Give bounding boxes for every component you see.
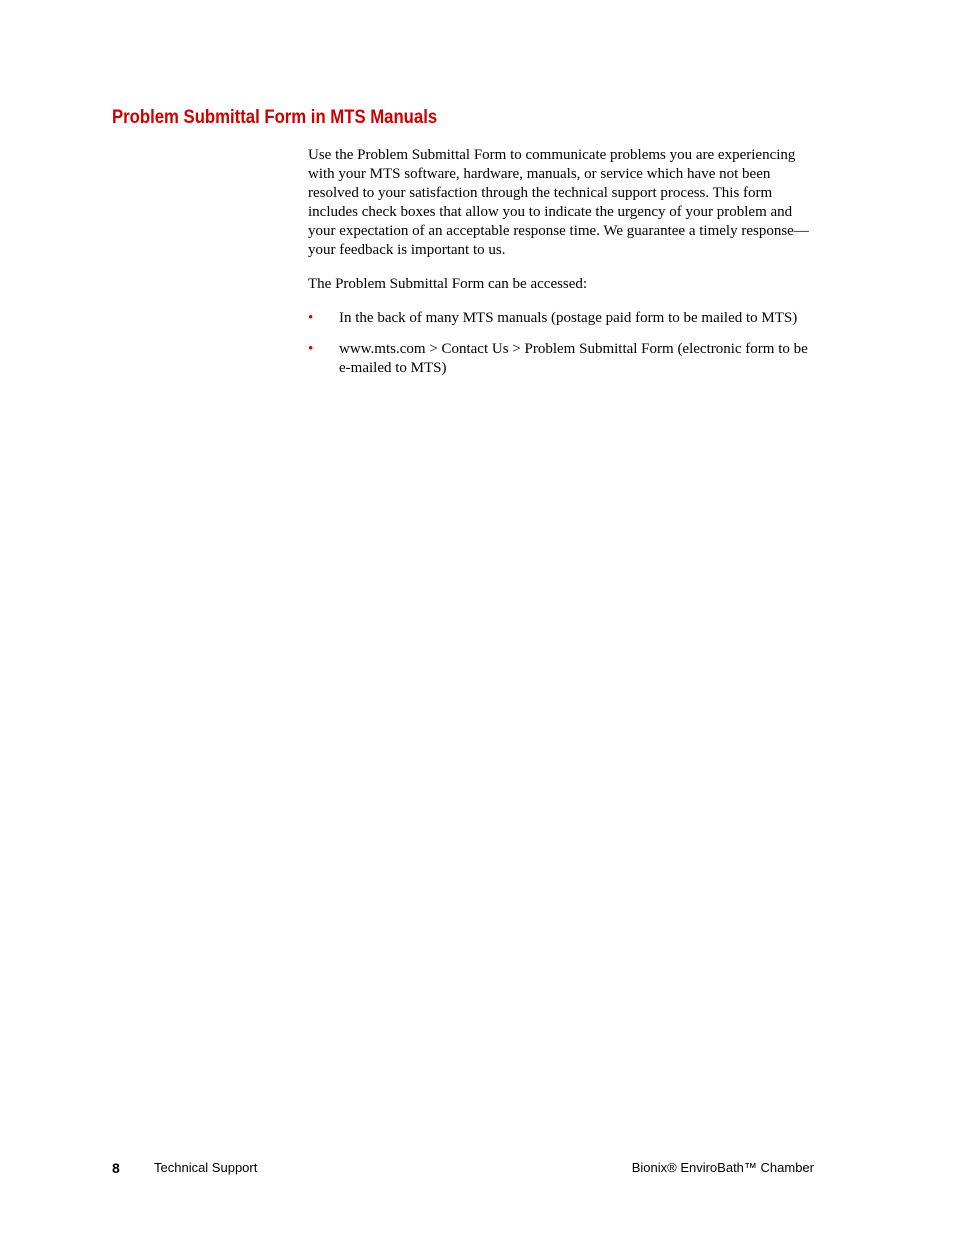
body-column bbox=[308, 146, 818, 390]
access-lead-paragraph: The Problem Submittal Form can be accessed: bbox=[308, 276, 588, 292]
list-item bbox=[308, 340, 818, 378]
list-item-text: In the back of many MTS manuals (postage paid form to be mailed to MTS) bbox=[339, 310, 798, 326]
bullet-icon: • bbox=[308, 341, 314, 357]
page-footer bbox=[112, 1158, 814, 1178]
footer-section-name: Technical Support bbox=[154, 1160, 258, 1175]
bullet-icon: • bbox=[308, 310, 314, 326]
list-item-text: www.mts.com > Contact Us > Problem Submittal Form (electronic form to be e-mailed to MTS) bbox=[339, 341, 808, 376]
access-methods-list bbox=[308, 309, 818, 378]
footer-product-name: Bionix® EnviroBath™ Chamber bbox=[631, 1160, 814, 1175]
section-heading: Problem Submittal Form in MTS Manuals bbox=[112, 107, 438, 128]
list-item bbox=[308, 309, 818, 328]
intro-paragraph: Use the Problem Submittal Form to communicate problems you are experiencing with your MTS software, hardware, manuals, or service which have not been resolved to your satisfaction through the technical support process. This form includes check boxes that allow you to indicate the urgency of your problem and your expectation of an acceptable response time. We guarantee a timely response—your feedback is important to us. bbox=[308, 147, 809, 258]
page-number: 8 bbox=[112, 1160, 120, 1176]
